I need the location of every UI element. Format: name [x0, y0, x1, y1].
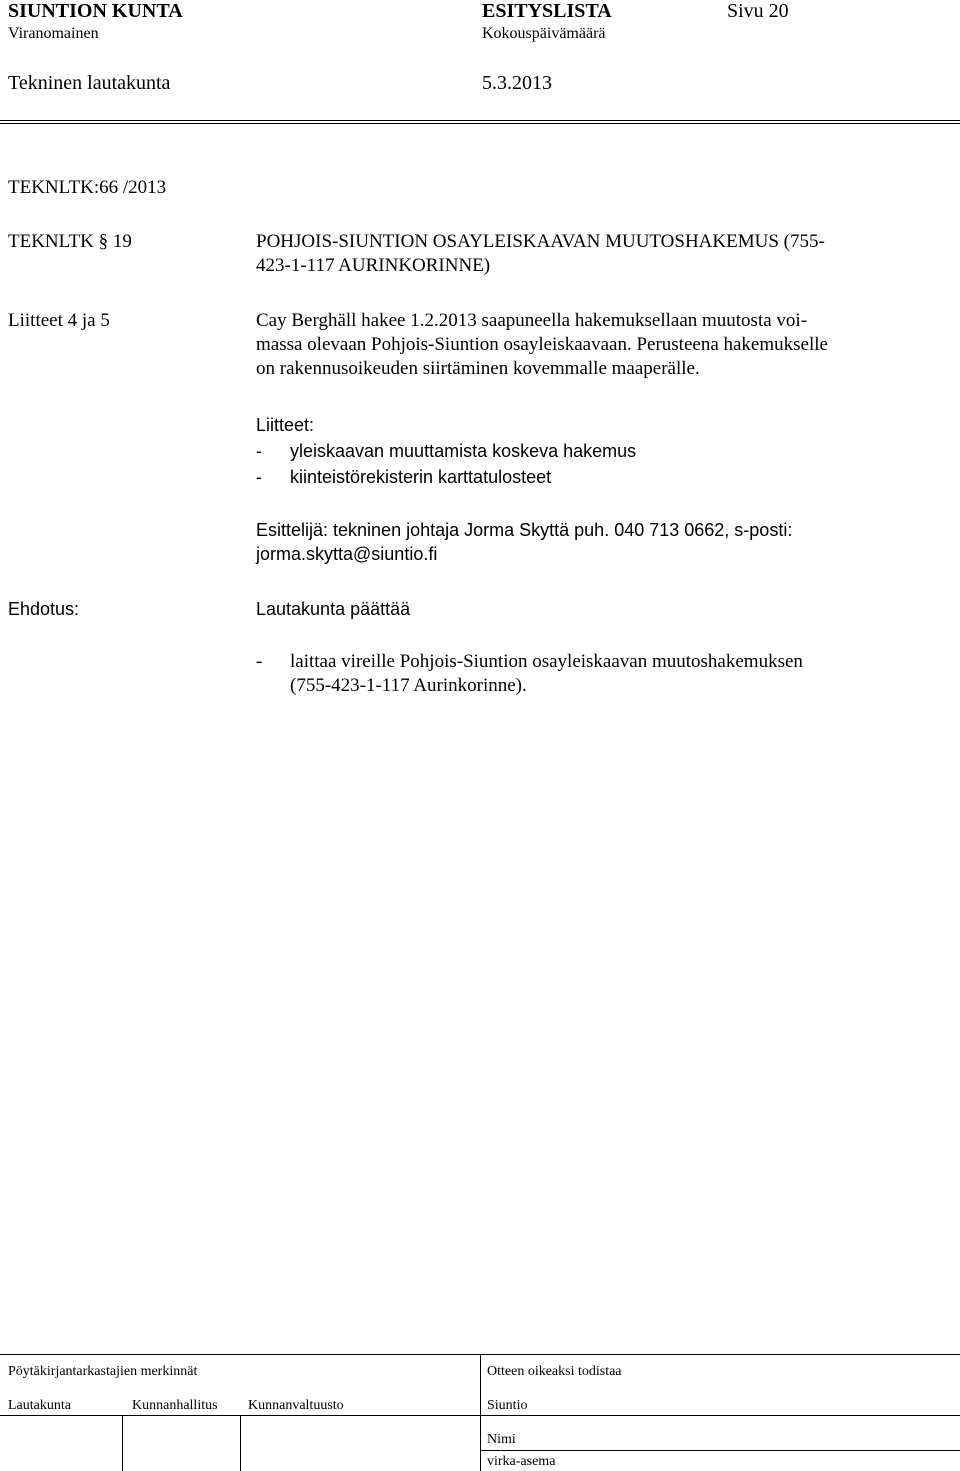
- inspectors-label: Pöytäkirjantarkastajien merkinnät: [8, 1364, 198, 1379]
- presenter-info: [256, 518, 792, 566]
- footer-name-rule: [480, 1450, 960, 1451]
- liitteet-item: [256, 439, 636, 463]
- attachments-label: Liitteet 4 ja 5: [8, 310, 110, 331]
- decision-line-text: laittaa vireille Pohjois-Siuntion osayleiskaavan muutoshakemuksen: [290, 651, 803, 672]
- decision-line: [256, 674, 803, 698]
- org-name: SIUNTION KUNTA: [8, 0, 183, 22]
- footer-col-kunnanvaltuusto: Kunnanvaltuusto: [248, 1398, 344, 1413]
- footer-place: Siuntio: [487, 1398, 528, 1413]
- liitteet-heading: Liitteet:: [256, 415, 315, 435]
- header-rule-bottom: [0, 123, 960, 124]
- footer-col-kunnanhallitus: Kunnanhallitus: [132, 1398, 218, 1413]
- decision-text: [256, 650, 803, 698]
- section-label: TEKNLTK § 19: [8, 231, 132, 252]
- authority-label: Viranomainen: [8, 25, 99, 42]
- footer-col-lautakunta: Lautakunta: [8, 1398, 71, 1413]
- liitteet-item-text: kiinteistörekisterin karttatulosteet: [290, 467, 552, 487]
- description-line: Cay Berghäll hakee 1.2.2013 saapuneella hakemuksellaan muutosta voi-: [256, 310, 808, 331]
- document-type: ESITYSLISTA: [482, 0, 612, 22]
- footer-center-divider: [480, 1354, 481, 1471]
- footer-name-label: Nimi: [487, 1432, 516, 1447]
- liitteet-item-text: yleiskaavan muuttamista koskeva hakemus: [290, 441, 637, 461]
- certified-label: Otteen oikeaksi todistaa: [487, 1364, 622, 1379]
- authority-name: Tekninen lautakunta: [8, 72, 171, 94]
- list-dash: -: [256, 467, 262, 487]
- footer-col-divider-1: [122, 1415, 123, 1471]
- description-line: on rakennusoikeuden siirtäminen kovemmalle maaperälle.: [256, 358, 700, 379]
- item-title-line: 423-1-117 AURINKORINNE): [256, 255, 491, 276]
- footer-position-label: virka-asema: [487, 1454, 556, 1469]
- item-reference: TEKNLTK:66 /2013: [8, 177, 167, 198]
- decision-line-text: (755-423-1-117 Aurinkorinne).: [290, 675, 527, 696]
- presenter-email: jorma.skytta@siuntio.fi: [256, 544, 438, 564]
- footer-col-divider-2: [240, 1415, 241, 1471]
- description-line: massa olevaan Pohjois-Siuntion osayleiskaavaan. Perusteena hakemukselle: [256, 334, 828, 355]
- presenter-line: Esittelijä: tekninen johtaja Jorma Skyttä puh. 040 713 0662, s-posti:: [256, 520, 793, 540]
- item-description: [256, 309, 828, 381]
- meeting-date: 5.3.2013: [482, 72, 552, 94]
- meeting-date-label: Kokouspäivämäärä: [482, 25, 606, 42]
- proposal-label: Ehdotus:: [8, 599, 80, 619]
- item-title: [256, 230, 825, 278]
- footer-mid-rule: [0, 1415, 960, 1416]
- liitteet-item: [256, 465, 551, 489]
- item-title-line: POHJOIS-SIUNTION OSAYLEISKAAVAN MUUTOSHAKEMUS (755-: [256, 231, 825, 252]
- list-dash: -: [256, 441, 262, 461]
- list-dash: -: [256, 651, 263, 672]
- header-rule-top: [0, 120, 960, 121]
- page-number: Sivu 20: [727, 0, 789, 22]
- decision-intro: Lautakunta päättää: [256, 599, 411, 619]
- decision-line: [256, 650, 803, 674]
